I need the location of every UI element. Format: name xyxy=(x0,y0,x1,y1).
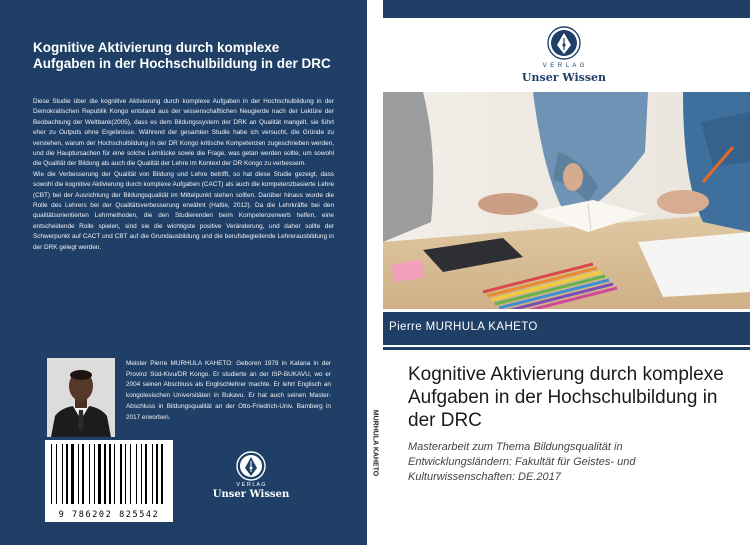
front-divider xyxy=(383,347,750,350)
isbn-digits: 9 786202 825542 xyxy=(58,510,160,520)
barcode-icon xyxy=(45,440,173,510)
front-author-bar xyxy=(383,312,750,345)
front-logo-name: Unser Wissen xyxy=(521,71,607,84)
back-cover-title: Kognitive Aktivierung durch komplexe Aufgaben in der Hochschulbildung in der DRC xyxy=(33,40,331,71)
front-publisher-logo xyxy=(520,25,608,85)
front-author-name: Pierre MURHULA KAHETO xyxy=(389,321,538,333)
author-photo xyxy=(47,358,115,437)
spine-author: MURHULA KAHETO xyxy=(371,409,379,477)
students-studying-image xyxy=(383,92,750,309)
abstract-paragraph-2: Wie die Verbesserung der Qualität von Bildung und Lehre betrifft, so hat diese Studie gezeigt, dass sowohl die kognitive Aktivierung durch komplexe Aufgaben (CACT) als auch die kompetenzbasierte Lehre (CBT) bei der Ausrichtung der Bildungsqualität im Mittelpunkt stehen sollten. Darüber hinaus wurde die Rolle des Lehrers bei der Qualitätsverbesserung erwähnt (Hattie, 2012). Da die Lehrkräfte bei den qualitätsorientierten Lehrmethoden, die den Studierenden beim Kompetenzerwerb helfen, eine entscheidende Rolle spielen, sind sie die wichtigste positive Veränderung, und daher sollte der Schwerpunkt auf CACT und CBT auf die Grundausbildung und die berufsbegleitende Lehrerausbildung in der DRK gelegt werden. xyxy=(33,170,334,251)
isbn-barcode xyxy=(45,440,173,522)
front-cover-title: Kognitive Aktivierung durch komplexe Aufgaben in der Hochschulbildung in der DRC xyxy=(408,364,724,431)
author-bio: Meister Pierre MURHULA KAHETO: Geboren 1978 in Katana in der Provinz Süd-Kivu/DR Kongo. Er studierte an der ISP-BUKAVU, wo er 2004 seinen Abschluss als Englischlehrer machte. Er lehrt Englisch an kongolesischen Universitäten in Bukavu. Er hat auch seinen Master-Abschluss in Bildungsqualität an der Otto-Friedrich-Univ. Bamberg in 2017 erworben. xyxy=(126,360,331,421)
cover-photo xyxy=(383,92,750,309)
abstract-paragraph-1: Diese Studie über die kognitive Aktivierung durch komplexe Aufgaben in der Hochschulbildung in der Demokratischen Republik Kongo entstand aus der wissenschaftlichen Neugierde nach der Lektüre der Beobachtung der Weltbank(2005), dass es dem Bildungssystem der DRK an Qualität mangelt, sie führt eher zu Outputs ohne Ergebnisse. Während der gesamten Studie habe ich versucht, die Gründe zu verstehen, warum der Hochschulbildung in der DR Kongo kritische Kompetenzen zugeschrieben werden, und die Hauptursachen für eine solche Lernlücke sowie die Frage, was getan werden sollte, um sowohl die Qualität der Bildung als auch die Qualität der Lehre im Kontext der DR Kongo zu verbessern. xyxy=(33,98,334,168)
back-publisher-logo xyxy=(210,449,292,501)
author-portrait-image xyxy=(47,358,115,437)
back-cover-abstract xyxy=(33,97,334,253)
front-logo-verlag: V E R L A G xyxy=(542,63,586,69)
front-top-bar xyxy=(383,0,750,18)
front-cover-subtitle: Masterarbeit zum Thema Bildungsqualität in Entwicklungsländern: Fakultät für Geistes- und Kulturwissenschaften: DE.2017 xyxy=(408,441,636,483)
back-logo-verlag: V E R L A G xyxy=(236,482,266,488)
back-logo-name: Unser Wissen xyxy=(212,489,290,500)
pen-nib-logo-icon xyxy=(520,25,608,63)
